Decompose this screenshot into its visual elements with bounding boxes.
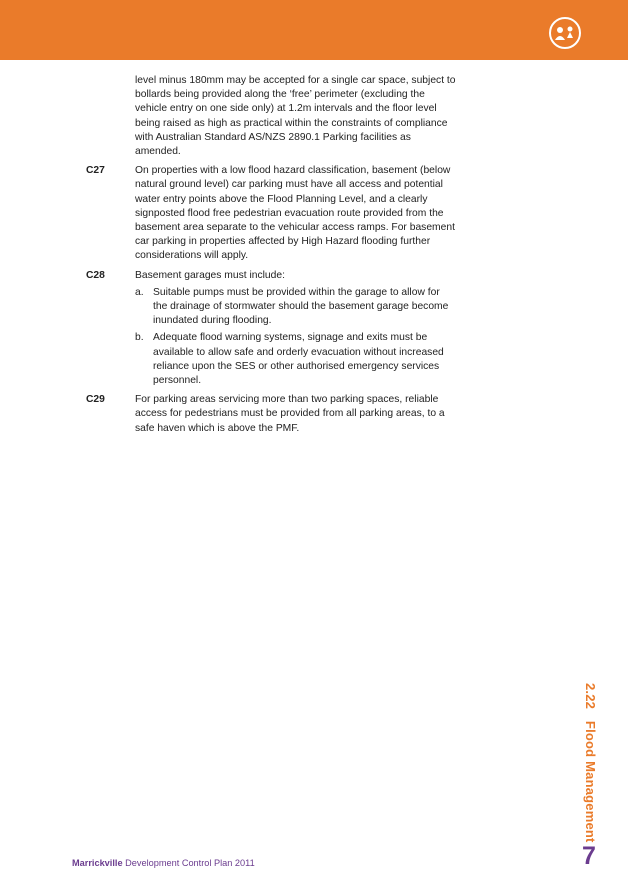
clause-c29 [86,393,456,436]
page-number: 7 [582,842,596,870]
clause-text: For parking areas servicing more than two parking spaces, reliable access for pedestrians must be provided from all parking areas, to a safe haven which is above the PMF. [135,394,445,434]
list-item-text: Adequate flood warning systems, signage and exits must be available to allow safe and orderly evacuation without increased reliance upon the SES or other authorised emergency services personnel. [153,332,444,387]
list-item-text: Suitable pumps must be provided within the garage to allow for the drainage of stormwater should the basement garage become inundated during flooding. [153,286,449,327]
intro-paragraph: level minus 180mm may be accepted for a single car space, subject to bollards being provided along the ‘free’ perimeter (excluding the vehicle entry on one side only) at 1.2m intervals and the floor level being raised as high as practical within the constraints of compliance with Australian Standard AS/NZS 2890.1 Parking facilities as amended. [135,75,456,158]
section-number: 2.22 [583,683,598,710]
clause-text: Basement garages must include: [135,269,285,281]
list-marker: b. [135,332,144,344]
list-marker: a. [135,286,144,298]
footer-brand: Marrickville [72,858,123,868]
footer-title: Development Control Plan 2011 [122,858,255,868]
clause-id: C28 [86,269,105,281]
section-title: Flood Management [583,720,598,843]
clause-id: C29 [86,394,105,406]
clause-c28 [86,269,456,389]
list-item [135,286,456,329]
clause-c27 [86,164,456,263]
list-item [135,331,456,388]
clause-text: On properties with a low flood hazard classification, basement (below natural ground level) car parking must have all access and potential water entry points above the Flood Planning Level, and a clearly signposted flood free pedestrian evacuation route provided from the basement area separate to the vehicular access ramps. For basement car parking in properties affected by High Hazard flooding further considerations will apply. [135,165,455,262]
header-band [0,0,628,60]
people-circle-icon [548,16,582,50]
footer [72,858,255,868]
section-side-tab [583,683,598,843]
main-content [86,74,456,436]
clause-id: C27 [86,165,105,177]
